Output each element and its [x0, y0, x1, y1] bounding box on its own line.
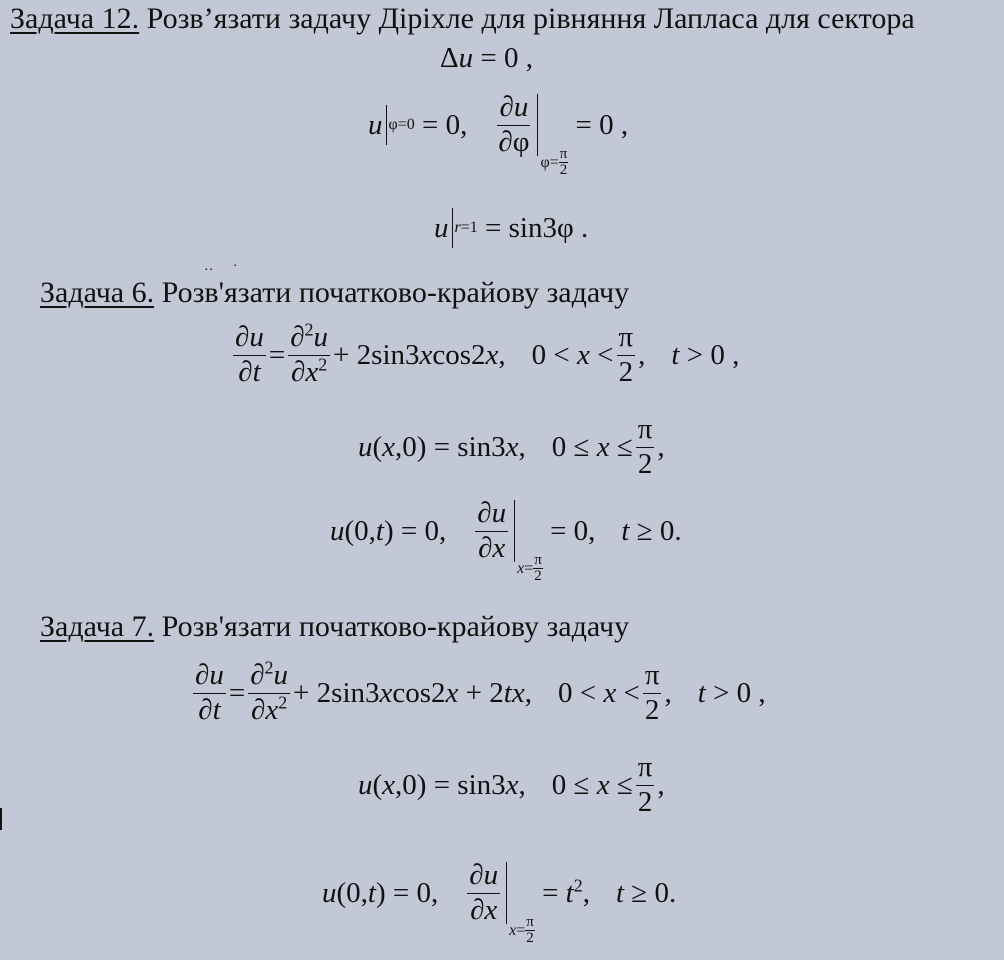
problem-7-heading: [40, 610, 629, 644]
problem-7-label: Задача 7.: [40, 610, 155, 643]
problem-6-boundary-conditions: u(0,t) = 0, $\frac{\partial u}{\partial x}$ x = π 2 = 0, t ≥ 0.: [330, 497, 682, 585]
problem-6-initial-condition: u(x,0) = sin3x, 0 ≤ x ≤ $\frac{\pi}{2}$ ,: [358, 413, 665, 480]
problem-12-label: Задача 12.: [10, 2, 140, 35]
problem-7-boundary-conditions: u(0,t) = 0, $\frac{\partial u}{\partial x}$ x = π 2 = $t^2$, t ≥ 0.: [322, 859, 677, 947]
left-edge-mark: [0, 808, 2, 830]
problem-6-text: Розв'язати початково-крайову задачу: [161, 276, 630, 309]
problem-7-text: Розв'язати початково-крайову задачу: [161, 610, 630, 643]
problem-6-heading: [40, 276, 629, 310]
laplace-equation: Δu = 0 ,: [440, 42, 534, 74]
problem-12-text: Розв’язати задачу Діріхле для рівняння Лапласа для сектора: [146, 2, 915, 35]
sector-boundary-conditions: u φ=0 = 0, $\frac{\partial u}{\partial\varphi}$ φ= π 2 = 0 ,: [368, 91, 629, 179]
problem-12-heading: [10, 2, 915, 36]
radial-boundary-condition: u r=1 = sin3φ .: [434, 208, 588, 248]
problem-6-label: Задача 6.: [40, 276, 155, 309]
problem-6-pde: $\frac{\partial u}{\partial t}$ = $\frac{\partial^2u}{\partial x^2}$ + 2sin3xcos2x, 0 < x < $\frac{\pi}{2}$ , t > 0 ,: [235, 319, 740, 388]
stray-dots: ‥ ·: [204, 259, 246, 274]
problem-7-initial-condition: u(x,0) = sin3x, 0 ≤ x ≤ $\frac{\pi}{2}$ ,: [358, 751, 665, 818]
problem-7-pde: $\frac{\partial u}{\partial t}$ = $\frac{\partial^2u}{\partial x^2}$ + 2sin3xcos2x + 2tx, 0 < x < $\frac{\pi}{2}$ , t > 0 ,: [195, 657, 766, 726]
